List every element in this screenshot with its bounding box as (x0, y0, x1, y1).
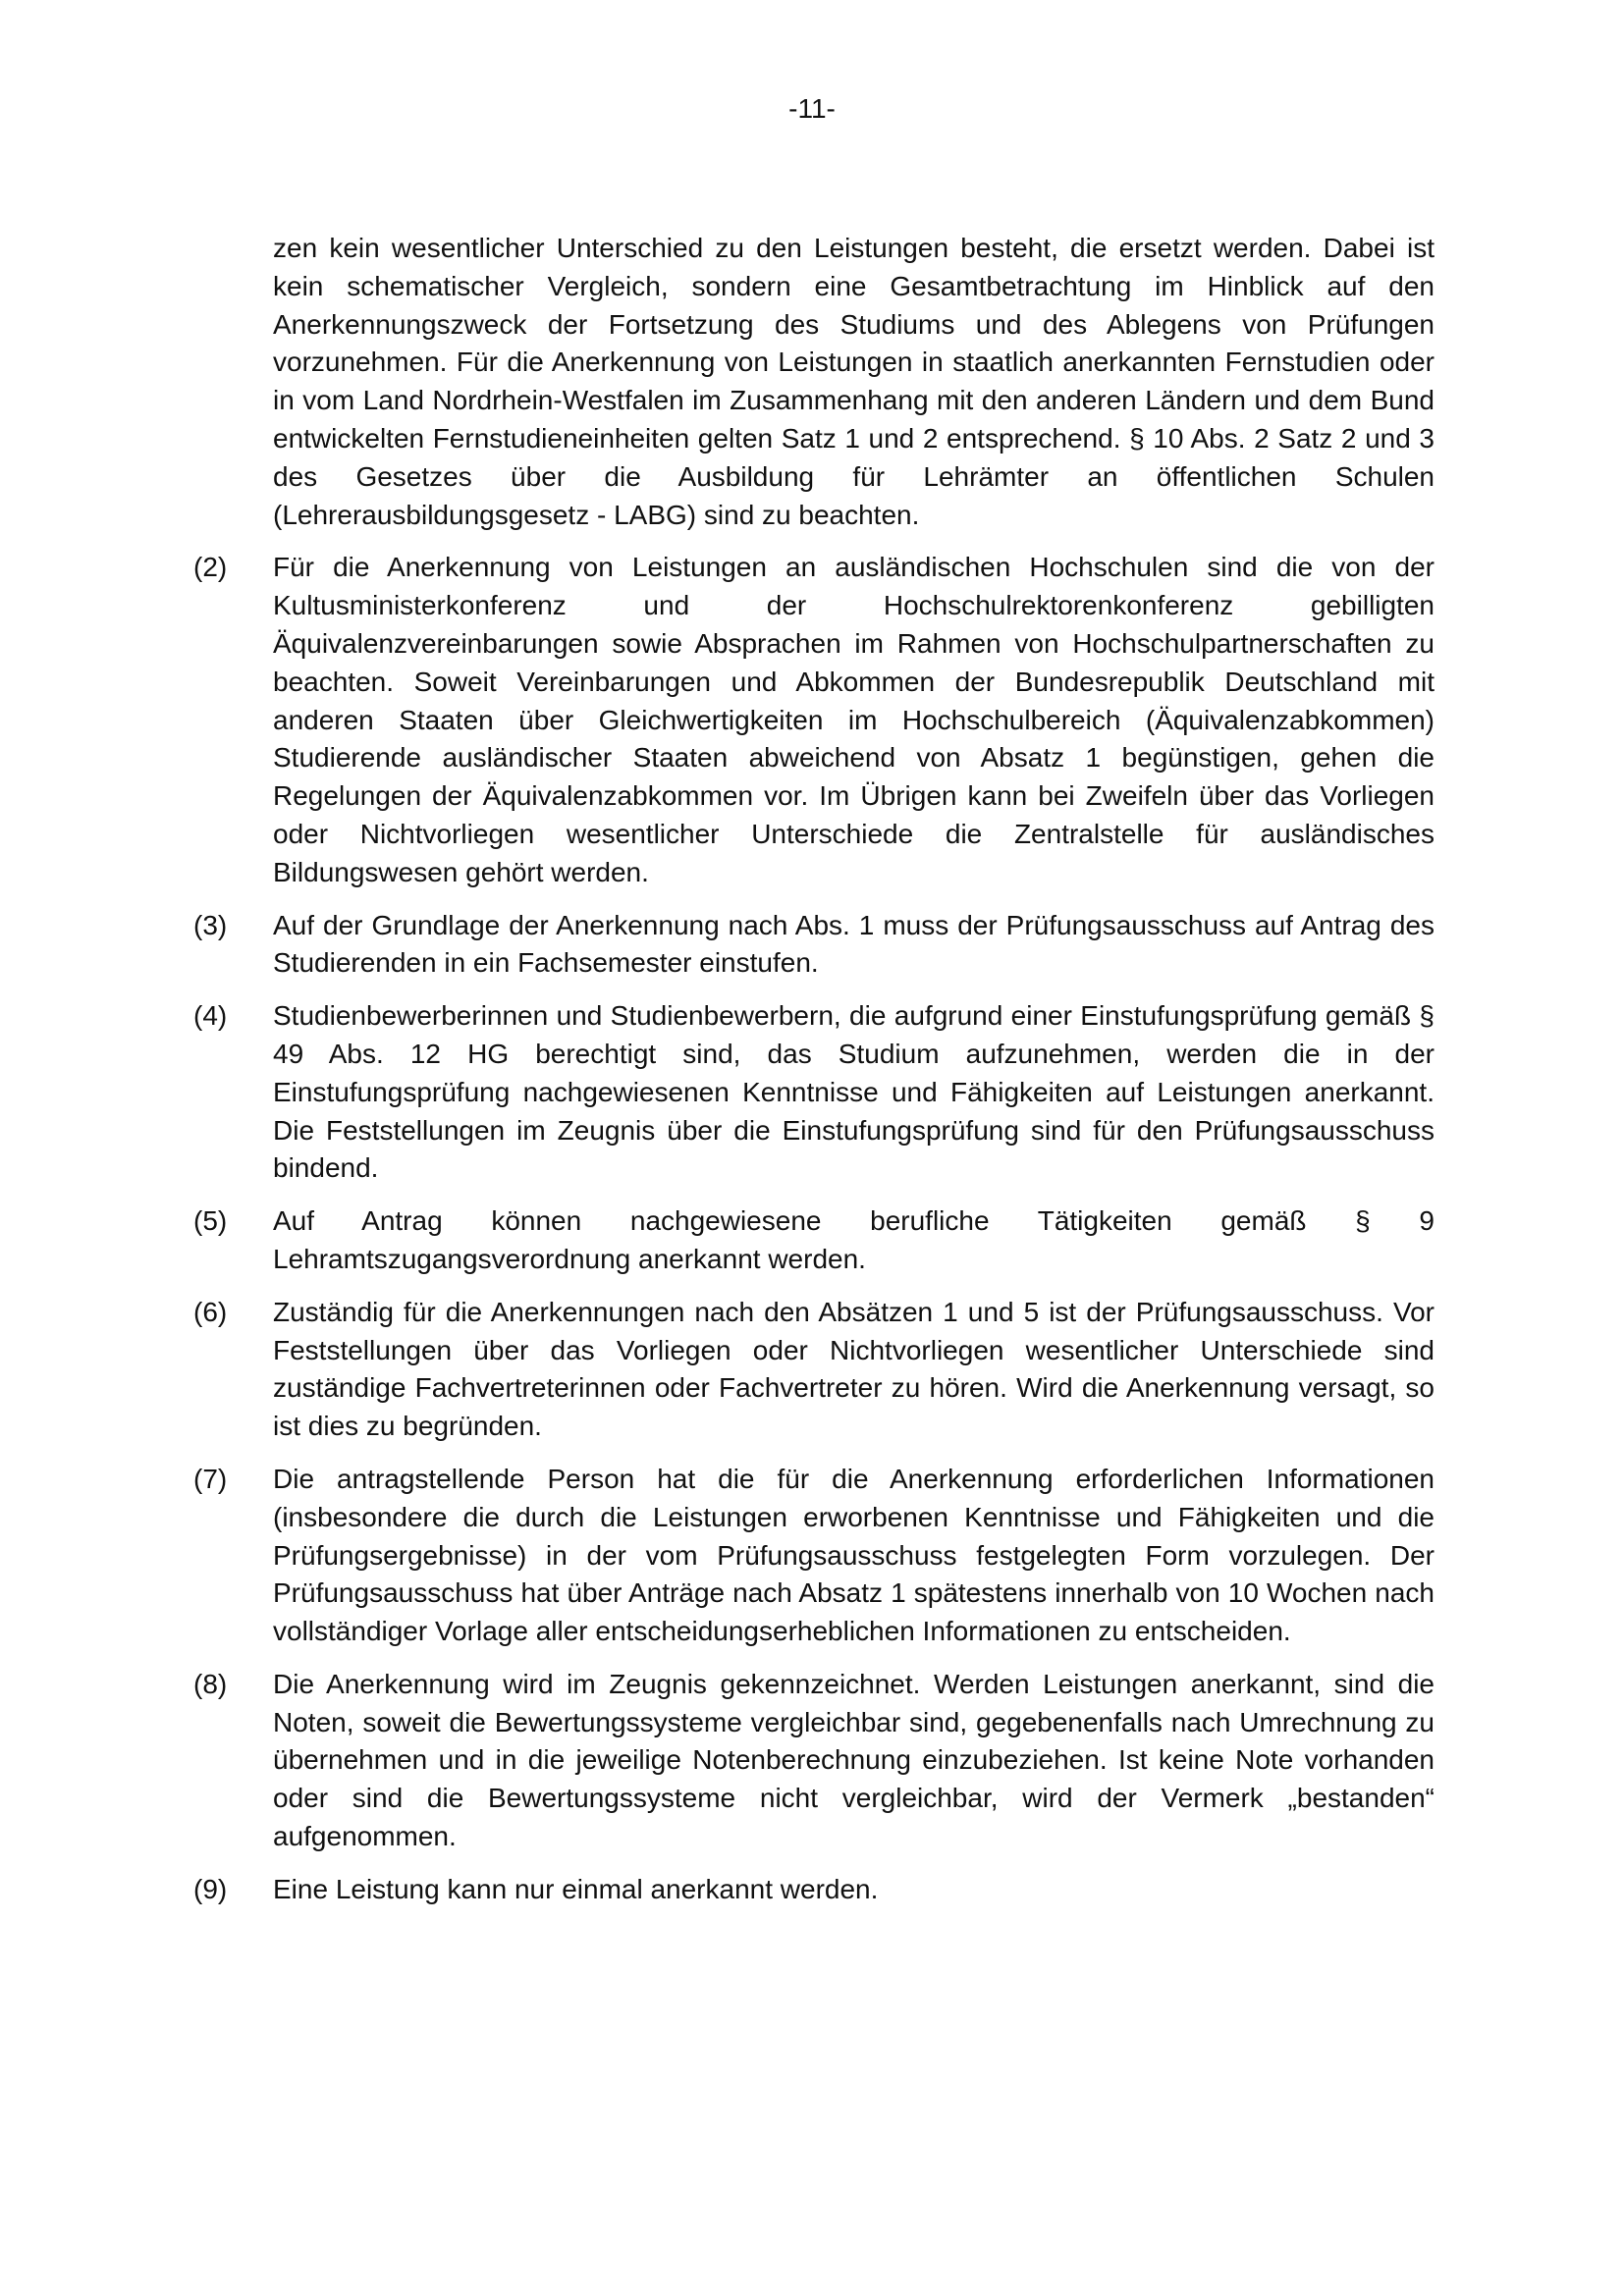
paragraph-text: Auf der Grundlage der Anerkennung nach Abs. 1 muss der Prüfungsausschuss auf Antrag des Studierenden in ein Fachsemester einstufen. (273, 909, 1435, 979)
paragraph-4 (193, 997, 1435, 1188)
paragraph-number: (8) (193, 1668, 228, 1699)
paragraph-number: (6) (193, 1296, 228, 1327)
paragraph-text: Zuständig für die Anerkennungen nach den Absätzen 1 und 5 ist der Prüfungsausschuss. Vor Feststellungen über das Vorliegen oder Nichtvorliegen wesentlicher Unterschiede sind zuständige Fachvertreterinnen oder Fachvertreter zu hören. Wird die Anerkennung versagt, so ist dies zu begründen. (273, 1296, 1435, 1442)
paragraph-number: (9) (193, 1873, 228, 1904)
paragraph-8 (193, 1666, 1435, 1856)
paragraph-text: Für die Anerkennung von Leistungen an ausländischen Hochschulen sind die von der Kultusministerkonferenz und der Hochschulrektorenkonferenz gebilligten Äquivalenzvereinbarungen sowie Absprachen im Rahmen von Hochschulpartnerschaften zu beachten. Soweit Vereinbarungen und Abkommen der Bundesrepublik Deutschland mit anderen Staaten über Gleichwertigkeiten im Hochschulbereich (Äquivalenzabkommen) Studierende ausländischer Staaten abweichend von Absatz 1 begünstigen, gehen die Regelungen der Äquivalenzabkommen vor. Im Übrigen kann bei Zweifeln über das Vorliegen oder Nichtvorliegen wesentlicher Unterschiede die Zentralstelle für ausländisches Bildungswesen gehört werden. (273, 552, 1435, 887)
paragraph-2 (193, 549, 1435, 891)
document-body (193, 230, 1435, 1924)
paragraph-text: Studienbewerberinnen und Studienbewerbern, die aufgrund einer Einstufungsprüfung gemäß § 49 Abs. 12 HG berechtigt sind, das Studium aufzunehmen, werden die in der Einstufungsprüfung nachgewiesenen Kenntnisse und Fähigkeiten auf Leistungen anerkannt. Die Feststellungen im Zeugnis über die Einstufungsprüfung sind für den Prüfungsausschuss bindend. (273, 1000, 1435, 1184)
paragraph-6 (193, 1294, 1435, 1446)
paragraph-7 (193, 1461, 1435, 1651)
paragraph-number: (5) (193, 1205, 228, 1237)
paragraph-text: Die antragstellende Person hat die für die Anerkennung erforderlichen Informationen (insbesondere die durch die Leistungen erworbenen Kenntnisse und Fähigkeiten und die Prüfungsergebnisse) in der vom Prüfungsausschuss festgelegten Form vorzulegen. Der Prüfungsausschuss hat über Anträge nach Absatz 1 spätestens innerhalb von 10 Wochen nach vollständiger Vorlage aller entscheidungserheblichen Informationen zu entscheiden. (273, 1463, 1435, 1647)
paragraph-number: (2) (193, 552, 228, 583)
paragraph-5 (193, 1202, 1435, 1279)
continuation-paragraph: zen kein wesentlicher Unterschied zu den Leistungen besteht, die ersetzt werden. Dabei ist kein schematischer Vergleich, sondern eine Gesamtbetrachtung im Hinblick auf den Anerkennungszweck der Fortsetzung des Studiums und des Ablegens von Prüfungen vorzunehmen. Für die Anerkennung von Leistungen in staatlich anerkannten Fernstudien oder in vom Land Nordrhein-Westfalen im Zusammenhang mit den anderen Ländern und dem Bund entwickelten Fernstudieneinheiten gelten Satz 1 und 2 entsprechend. § 10 Abs. 2 Satz 2 und 3 des Gesetzes über die Ausbildung für Lehrämter an öffentlichen Schulen (Lehrerausbildungsgesetz - LABG) sind zu beachten. (273, 233, 1435, 530)
paragraph-number: (3) (193, 909, 228, 940)
paragraph-text: Die Anerkennung wird im Zeugnis gekennzeichnet. Werden Leistungen anerkannt, sind die Noten, soweit die Bewertungssysteme vergleichbar sind, gegebenenfalls nach Umrechnung zu übernehmen und in die jeweilige Notenberechnung einzubeziehen. Ist keine Note vorhanden oder sind die Bewertungssysteme nicht vergleichbar, wird der Vermerk „bestanden“ aufgenommen. (273, 1668, 1435, 1852)
paragraph-text: Eine Leistung kann nur einmal anerkannt werden. (273, 1873, 879, 1904)
paragraph-number: (4) (193, 1000, 228, 1032)
paragraph-text: Auf Antrag können nachgewiesene berufliche Tätigkeiten gemäß § 9 Lehramtszugangsverordnung anerkannt werden. (273, 1205, 1435, 1274)
paragraph-3 (193, 907, 1435, 984)
paragraph-9 (193, 1871, 1435, 1909)
page-number: -11- (788, 93, 836, 124)
paragraph-number: (7) (193, 1463, 228, 1494)
